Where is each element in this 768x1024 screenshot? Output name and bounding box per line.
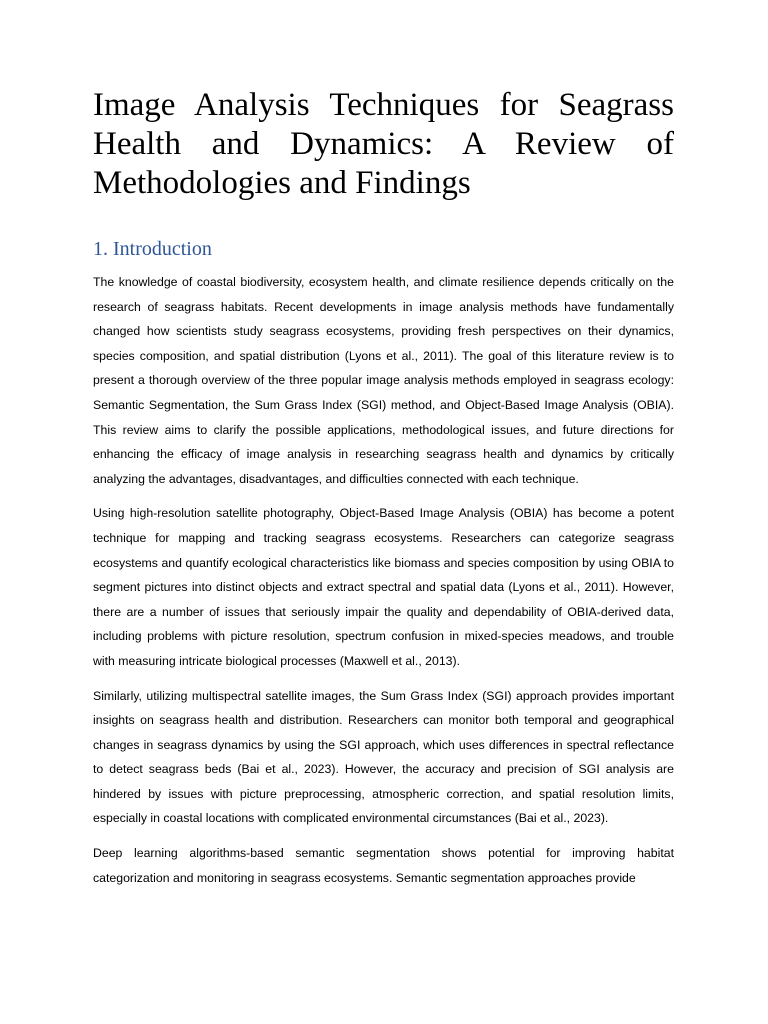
body-paragraph: The knowledge of coastal biodiversity, ecosystem health, and climate resilience depends critically on the research of seagrass habitats. Recent developments in image analysis methods have fundamentally changed how scientists study seagrass ecosystems, providing fresh perspectives on their dynamics, species composition, and spatial distribution (Lyons et al., 2011). The goal of this literature review is to present a thorough overview of the three popular image analysis methods employed in seagrass ecology: Semantic Segmentation, the Sum Grass Index (SGI) method, and Object-Based Image Analysis (OBIA). This review aims to clarify the possible applications, methodological issues, and future directions for enhancing the efficacy of image analysis in researching seagrass health and dynamics by critically analyzing the advantages, disadvantages, and difficulties connected with each technique.: [93, 275, 674, 486]
section-heading-introduction: 1. Introduction: [93, 238, 212, 260]
body-paragraph: Similarly, utilizing multispectral satellite images, the Sum Grass Index (SGI) approach provides important insights on seagrass health and distribution. Researchers can monitor both temporal and geographical changes in seagrass dynamics by using the SGI approach, which uses differences in spectral reflectance to detect seagrass beds (Bai et al., 2023). However, the accuracy and precision of SGI analysis are hindered by issues with picture preprocessing, atmospheric correction, and spatial resolution limits, especially in coastal locations with complicated environmental circumstances (Bai et al., 2023).: [93, 688, 674, 826]
document-page: [93, 86, 674, 900]
body-paragraph: Deep learning algorithms-based semantic segmentation shows potential for improving habitat categorization and monitoring in seagrass ecosystems. Semantic segmentation approaches provide: [93, 846, 674, 885]
body-paragraph: Using high-resolution satellite photography, Object-Based Image Analysis (OBIA) has become a potent technique for mapping and tracking seagrass ecosystems. Researchers can categorize seagrass ecosystems and quantify ecological characteristics like biomass and species composition by using OBIA to segment pictures into distinct objects and extract spectral and spatial data (Lyons et al., 2011). However, there are a number of issues that seriously impair the quality and dependability of OBIA-derived data, including problems with picture resolution, spectrum confusion in mixed-species meadows, and trouble with measuring intricate biological processes (Maxwell et al., 2013).: [93, 506, 674, 668]
document-title: Image Analysis Techniques for Seagrass Health and Dynamics: A Review of Methodologies and Findings: [93, 87, 674, 201]
